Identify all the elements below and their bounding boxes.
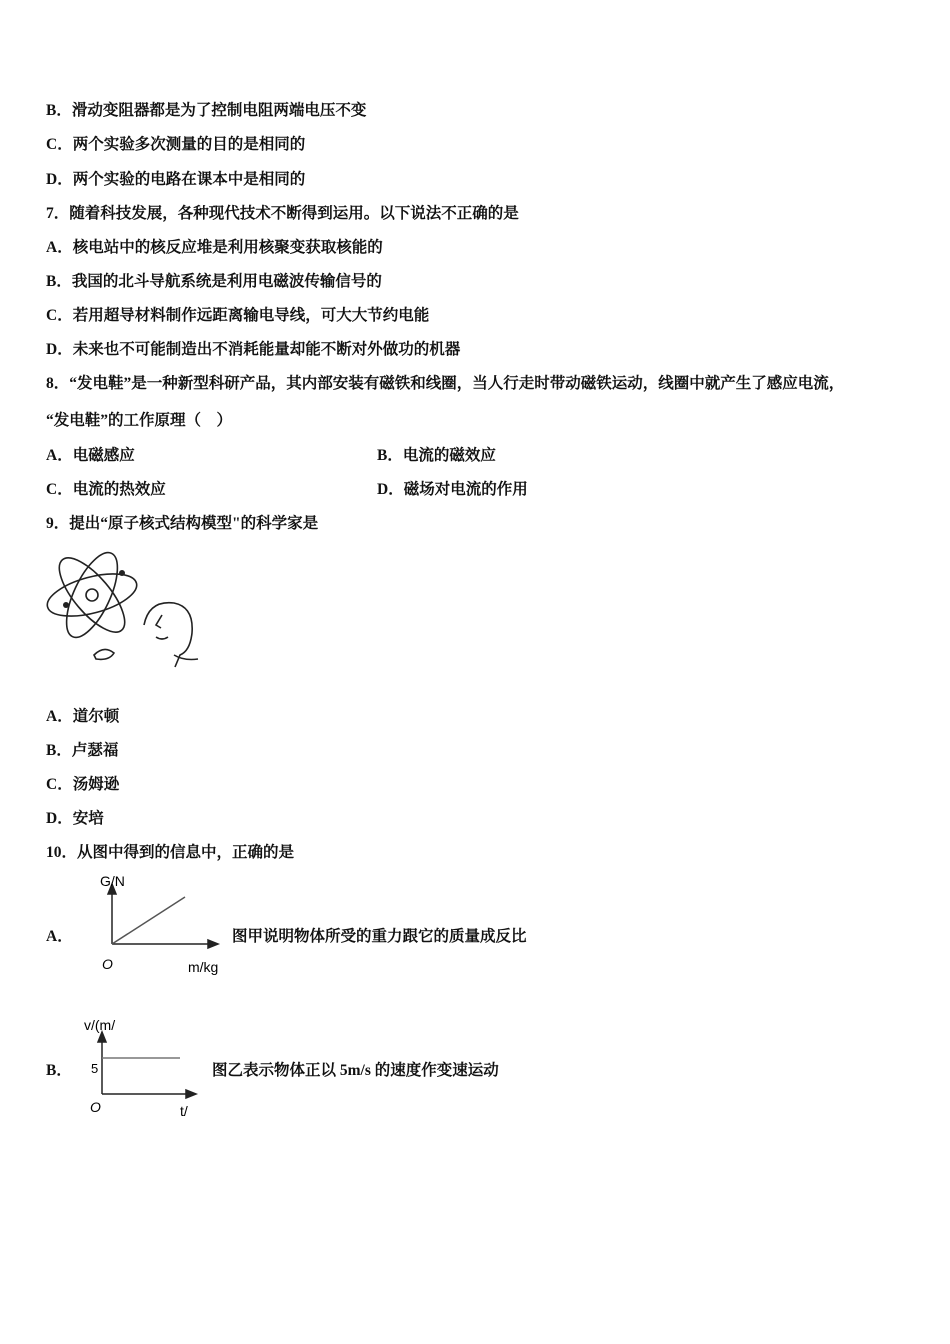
- q7-stem: 7．随着科技发展，各种现代技术不断得到运用。以下说法不正确的是: [46, 205, 519, 222]
- q7-option-d: D．未来也不可能制造出不消耗能量却能不断对外做功的机器: [46, 341, 461, 358]
- q8-option-b: B．电流的磁效应: [377, 447, 496, 464]
- q8-stem-line1: 8．“发电鞋”是一种新型科研产品，其内部安装有磁铁和线圈，当人行走时带动磁铁运动，线圈中就产生了感应电流，: [46, 375, 845, 392]
- q9-option-c: C．汤姆逊: [46, 776, 120, 793]
- q9-stem: 9．提出“原子核式结构模型"的科学家是: [46, 515, 319, 532]
- q8-stem-line2: “发电鞋”的工作原理（ ）: [46, 412, 233, 429]
- q10-option-b-label: B．: [46, 1062, 72, 1079]
- q7-option-a: A．核电站中的核反应堆是利用核聚变获取核能的: [46, 239, 383, 256]
- graph-a-ylabel: G/N: [100, 873, 125, 889]
- q9-option-d: D．安培: [46, 810, 104, 827]
- q9-option-a: A．道尔顿: [46, 708, 120, 725]
- graph-a-origin: O: [102, 956, 113, 972]
- graph-b-xlabel: t/: [180, 1103, 188, 1119]
- q6-option-b: B．滑动变阻器都是为了控制电阻两端电压不变: [46, 102, 367, 119]
- q8-option-a: A．电磁感应: [46, 447, 135, 464]
- electron-dot: [63, 602, 69, 608]
- q7-option-b: B．我国的北斗导航系统是利用电磁波传输信号的: [46, 273, 382, 290]
- q9-option-b: B．卢瑟福: [46, 742, 119, 759]
- graph-a: [70, 872, 240, 982]
- q10-stem: 10．从图中得到的信息中，正确的是: [46, 844, 295, 861]
- q8-option-c: C．电流的热效应: [46, 481, 166, 498]
- q6-option-c: C．两个实验多次测量的目的是相同的: [46, 136, 306, 153]
- q8-option-d: D．磁场对电流的作用: [377, 481, 528, 498]
- q10-option-a-label: A．: [46, 928, 73, 945]
- q7-option-c: C．若用超导材料制作远距离输电导线，可大大节约电能: [46, 307, 430, 324]
- graph-b-value-label: 5: [91, 1061, 99, 1076]
- q6-option-d: D．两个实验的电路在课本中是相同的: [46, 171, 306, 188]
- graph-a-xlabel: m/kg: [188, 959, 219, 975]
- q10-option-b-text: 图乙表示物体正以 5m/s 的速度作变速运动: [212, 1062, 499, 1079]
- graph-b-origin: O: [90, 1099, 101, 1115]
- graph-b-ylabel: v/(m/: [84, 1017, 116, 1033]
- graph-b: [80, 1012, 210, 1122]
- q10-option-a-text: 图甲说明物体所受的重力跟它的质量成反比: [232, 928, 527, 945]
- atom-scientist-illustration: [44, 545, 199, 670]
- electron-dot: [119, 570, 125, 576]
